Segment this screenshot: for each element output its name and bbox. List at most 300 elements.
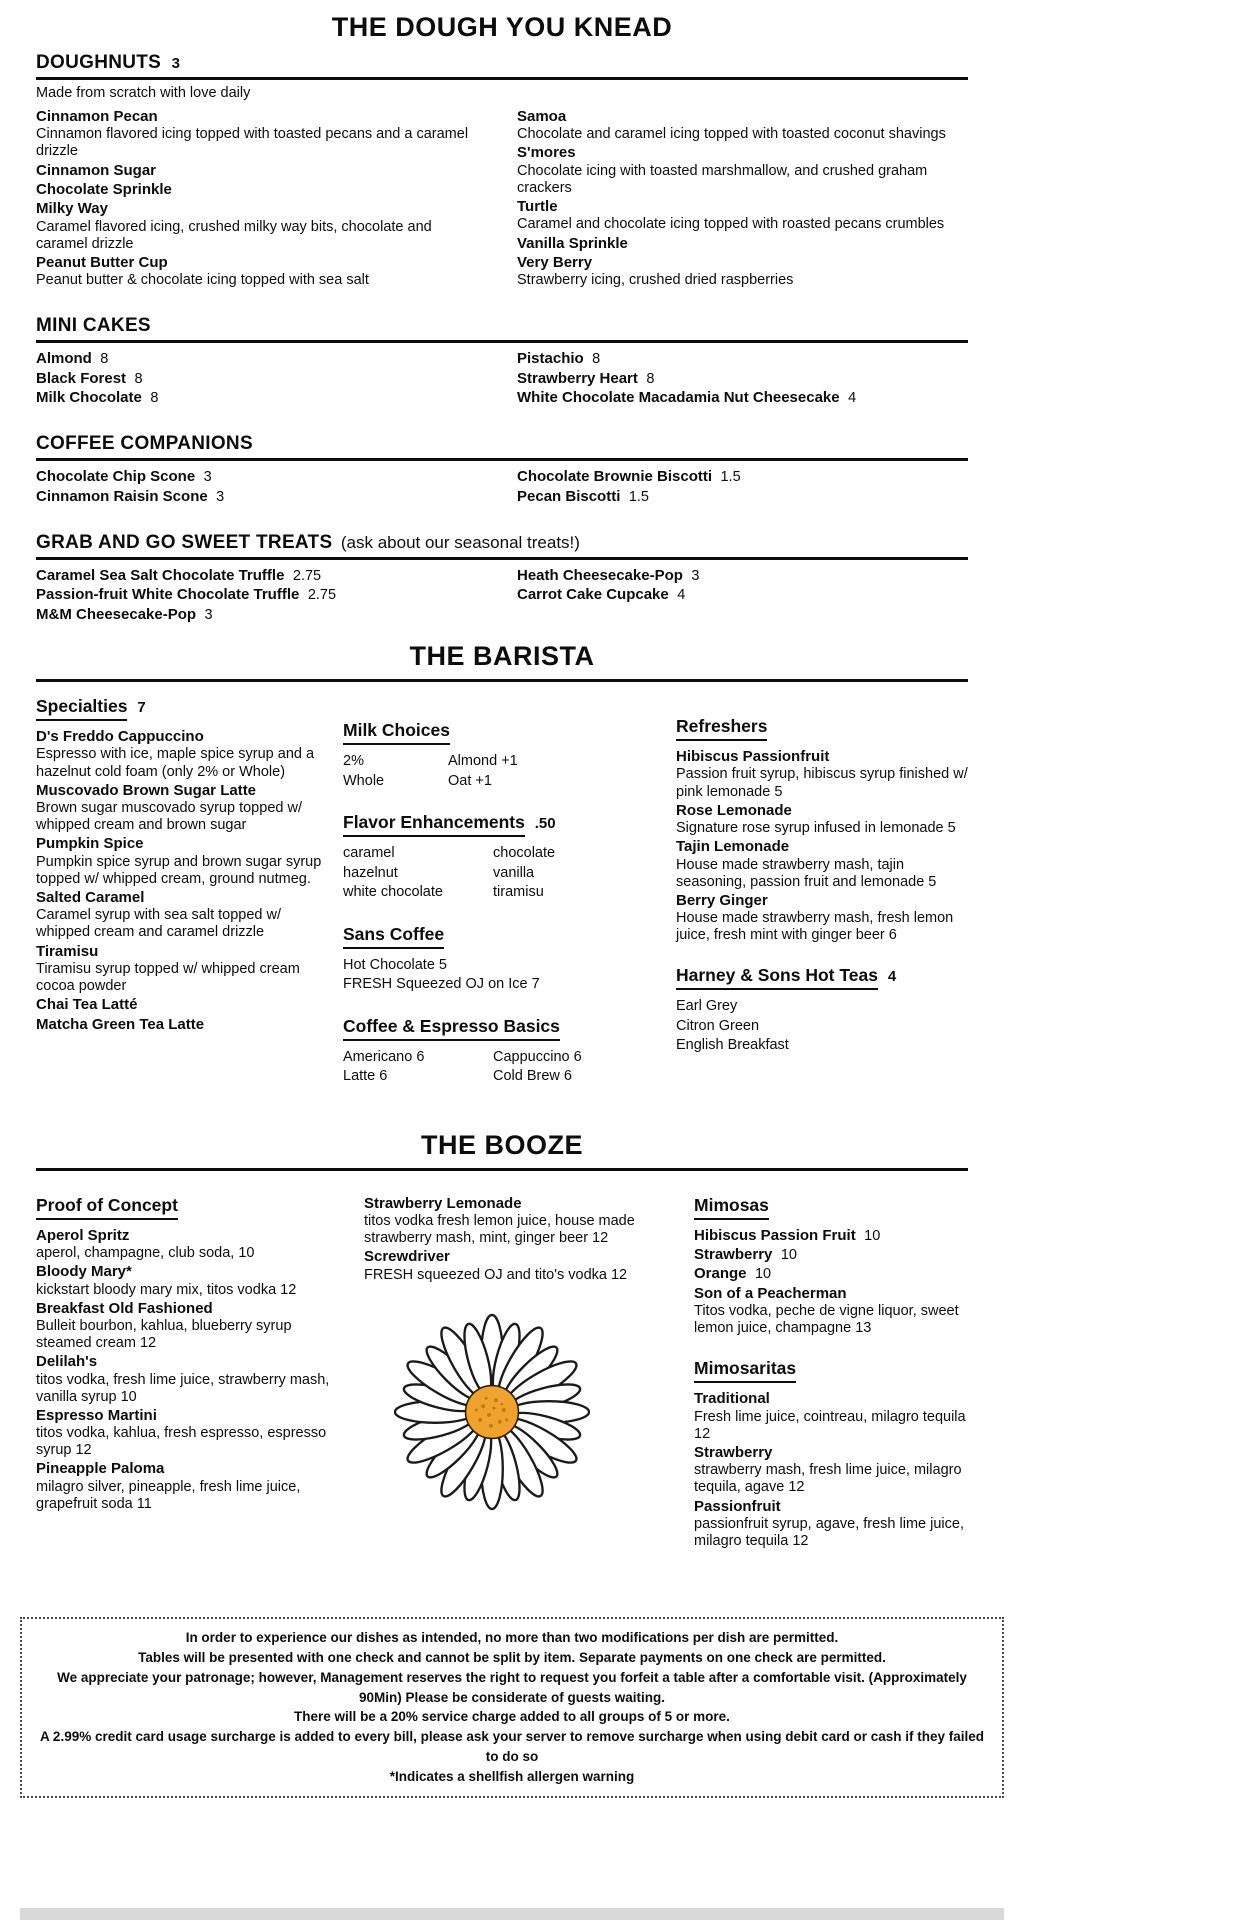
- item-price: 3: [204, 606, 213, 623]
- doughnuts-price: 3: [171, 55, 180, 72]
- option-right: Almond +1: [448, 753, 518, 770]
- item-description: FRESH squeezed OJ and tito's vodka 12: [364, 1266, 628, 1283]
- menu-item: [517, 370, 968, 388]
- proof-of-concept-header: [36, 1195, 336, 1220]
- item-name: S'mores: [517, 144, 576, 162]
- menu-item: [694, 1498, 968, 1551]
- item-name: Breakfast Old Fashioned: [36, 1299, 213, 1317]
- item-name-line: [676, 802, 968, 820]
- option-left: hazelnut: [343, 864, 398, 881]
- mimosas-items: [694, 1227, 968, 1338]
- item-price: 8: [100, 351, 109, 368]
- item-name: Espresso Martini: [36, 1406, 157, 1424]
- item-description: Titos vodka, peche de vigne liquor, sweet lemon juice, champagne 13: [694, 1303, 959, 1337]
- subsection-mimosaritas: [694, 1358, 968, 1550]
- item-name: Screwdriver: [364, 1248, 450, 1266]
- hot-teas-lines: [676, 997, 968, 1056]
- specialties-items: [36, 728, 330, 1034]
- item-description: Passion fruit syrup, hibiscus syrup finished w/ pink lemonade 5: [676, 766, 968, 800]
- option-left: caramel: [343, 845, 395, 862]
- item-description: Cinnamon flavored icing topped with toasted pecans and a caramel drizzle: [36, 126, 469, 160]
- option-left: Latte 6: [343, 1068, 388, 1085]
- item-name-line: [36, 1227, 336, 1245]
- item-name: Passion-fruit White Chocolate Truffle: [36, 586, 300, 604]
- refreshers-items: [676, 748, 968, 944]
- grab-and-go-note: (ask about our seasonal treats!): [340, 533, 580, 553]
- item-name-line: [694, 1265, 968, 1283]
- menu-item: [36, 389, 486, 407]
- doughnuts-left-column: [36, 108, 486, 291]
- menu-item: [36, 943, 330, 996]
- option-row: [343, 772, 663, 792]
- menu-item: [364, 1195, 652, 1248]
- milk-choices-options: [343, 752, 663, 791]
- item-name: Pumpkin Spice: [36, 835, 144, 853]
- item-name: Passionfruit: [694, 1497, 781, 1515]
- item-price: 1.5: [720, 469, 741, 486]
- item-name: Very Berry: [517, 253, 593, 271]
- subsection-refreshers: [676, 716, 968, 944]
- refreshers-header: [676, 716, 968, 741]
- item-name-line: [36, 254, 486, 272]
- option-right: Cold Brew 6: [493, 1068, 572, 1085]
- item-name: D's Freddo Cappuccino: [36, 728, 204, 746]
- item-name-line: [36, 181, 486, 199]
- subsection-sans-coffee: [343, 924, 663, 995]
- menu-item: [36, 370, 486, 388]
- item-name-line: [36, 567, 486, 585]
- item-price: 8: [646, 370, 655, 387]
- menu-line: There will be a 20% service charge added to all groups of 5 or more.: [294, 1709, 730, 1725]
- menu-item: [676, 892, 968, 945]
- item-name: Aperol Spritz: [36, 1226, 130, 1244]
- menu-item: [517, 586, 968, 604]
- item-name: Matcha Green Tea Latte: [36, 1015, 205, 1033]
- item-description: passionfruit syrup, agave, fresh lime juice, milagro tequila 12: [694, 1515, 964, 1549]
- menu-item: [676, 802, 968, 838]
- menu-item: [36, 162, 486, 180]
- item-name-line: [36, 162, 486, 180]
- menu-line: English Breakfast: [676, 1037, 789, 1054]
- mimosas-header: [694, 1195, 968, 1220]
- flavor-enhancements-options: [343, 844, 663, 903]
- booze-rule: [36, 1168, 968, 1171]
- specialties-price: 7: [137, 699, 146, 717]
- item-name-line: [694, 1390, 968, 1408]
- menu-item: [676, 838, 968, 891]
- sans-coffee-lines: [343, 956, 663, 995]
- menu-item: [36, 728, 330, 781]
- doughnuts-title: DOUGHNUTS: [36, 52, 162, 73]
- booze-middle-column: [364, 1195, 652, 1571]
- sans-coffee-title: Sans Coffee: [343, 924, 444, 949]
- option-left: Americano 6: [343, 1048, 425, 1065]
- item-description: Fresh lime juice, cointreau, milagro tequila 12: [694, 1408, 966, 1442]
- grab-and-go-columns: [36, 567, 968, 625]
- flavor-enhancements-header: [343, 812, 663, 837]
- menu-item: [694, 1265, 968, 1283]
- item-name-line: [676, 838, 968, 856]
- item-name: Bloody Mary*: [36, 1263, 132, 1281]
- mimosaritas-title: Mimosaritas: [694, 1358, 796, 1383]
- item-name: Hibiscus Passion Fruit: [694, 1226, 856, 1244]
- daisy-flower-illustration: [394, 1310, 590, 1514]
- item-name: Delilah's: [36, 1353, 98, 1371]
- item-description: Chocolate and caramel icing topped with toasted coconut shavings: [517, 126, 946, 143]
- item-name-line: [517, 350, 968, 368]
- coffee-companions-title: COFFEE COMPANIONS: [36, 433, 253, 455]
- item-name: Son of a Peacherman: [694, 1284, 847, 1302]
- item-description: Signature rose syrup infused in lemonade 5: [676, 820, 956, 837]
- item-description: House made strawberry mash, fresh lemon juice, fresh mint with ginger beer 6: [676, 910, 954, 944]
- item-name-line: [36, 889, 330, 907]
- item-name: Berry Ginger: [676, 891, 768, 909]
- item-name-line: [517, 488, 968, 506]
- item-name-line: [36, 488, 486, 506]
- item-price: 2.75: [307, 587, 337, 604]
- subsection-coffee-basics: [343, 1016, 663, 1087]
- item-description: Chocolate icing with toasted marshmallow, and crushed graham crackers: [517, 162, 928, 196]
- item-name: Black Forest: [36, 369, 127, 387]
- menu-item: [36, 606, 486, 624]
- item-name: Strawberry Heart: [517, 369, 638, 387]
- item-name-line: [694, 1227, 968, 1245]
- option-right: Oat +1: [448, 772, 492, 789]
- item-price: 1.5: [628, 488, 649, 505]
- item-name: Pecan Biscotti: [517, 487, 621, 505]
- menu-item: [364, 1248, 652, 1284]
- item-name: Salted Caramel: [36, 888, 145, 906]
- item-name: Muscovado Brown Sugar Latte: [36, 781, 257, 799]
- menu-item: [694, 1246, 968, 1264]
- item-name: Milky Way: [36, 200, 108, 218]
- grab-and-go-title: GRAB AND GO SWEET TREATS: [36, 532, 333, 554]
- item-name-line: [676, 892, 968, 910]
- item-name: Chai Tea Latté: [36, 996, 138, 1014]
- menu-item: [36, 835, 330, 888]
- item-name: Cinnamon Sugar: [36, 161, 157, 179]
- item-name-line: [36, 606, 486, 624]
- milk-choices-header: [343, 720, 663, 745]
- mimosaritas-header: [694, 1358, 968, 1383]
- specialties-title: Specialties: [36, 696, 127, 721]
- menu-item: [36, 1016, 330, 1034]
- doughnuts-header: [36, 53, 968, 80]
- doughnuts-right-column: [517, 108, 968, 291]
- menu-item: [36, 181, 486, 199]
- barista-left-column: [36, 696, 330, 1108]
- menu-item: [36, 1407, 336, 1460]
- item-name-line: [36, 389, 486, 407]
- menu-line: In order to experience our dishes as intended, no more than two modifications per dish are permitted.: [185, 1630, 839, 1646]
- coffee-companions-right-column: [517, 468, 968, 507]
- item-name-line: [517, 389, 968, 407]
- section-grab-and-go: [36, 533, 968, 625]
- item-name: Milk Chocolate: [36, 389, 142, 407]
- menu-item: [517, 488, 968, 506]
- menu-item: [517, 108, 968, 144]
- item-name-line: [517, 144, 968, 162]
- item-name: Traditional: [694, 1390, 770, 1408]
- item-name: Pineapple Paloma: [36, 1460, 165, 1478]
- menu-item: [36, 1263, 336, 1299]
- option-right: Cappuccino 6: [493, 1048, 582, 1065]
- grab-and-go-header: [36, 533, 968, 560]
- sans-coffee-header: [343, 924, 663, 949]
- item-description: strawberry mash, fresh lime juice, milagro tequila, agave 12: [694, 1462, 962, 1496]
- item-name: Turtle: [517, 198, 558, 215]
- item-name-line: [36, 370, 486, 388]
- item-price: 8: [150, 390, 159, 407]
- item-name-line: [517, 254, 968, 272]
- item-description: Strawberry icing, crushed dried raspberries: [517, 272, 794, 289]
- item-name-line: [36, 835, 330, 853]
- doughnuts-subtitle: Made from scratch with love daily: [36, 84, 251, 101]
- menu-line: *Indicates a shellfish allergen warning: [389, 1769, 635, 1785]
- option-left: white chocolate: [343, 884, 443, 901]
- mini-cakes-header: [36, 316, 968, 343]
- option-right: tiramisu: [493, 884, 544, 901]
- menu-item: [36, 1300, 336, 1353]
- grab-and-go-left-column: [36, 567, 486, 625]
- item-price: 4: [677, 587, 686, 604]
- item-name-line: [36, 200, 486, 218]
- item-name-line: [694, 1444, 968, 1462]
- item-description: Caramel syrup with sea salt topped w/ whipped cream and caramel drizzle: [36, 907, 281, 941]
- item-name: Chocolate Chip Scone: [36, 468, 196, 486]
- section-barista: [36, 641, 968, 1108]
- item-name: Chocolate Brownie Biscotti: [517, 468, 713, 486]
- item-name: Heath Cheesecake-Pop: [517, 567, 683, 585]
- flavor-enhancements-title: Flavor Enhancements: [343, 812, 525, 837]
- item-name-line: [36, 1353, 336, 1371]
- proof-of-concept-title: Proof of Concept: [36, 1195, 178, 1220]
- menu-item: [517, 389, 968, 407]
- section-mini-cakes: [36, 316, 968, 408]
- item-name: Hibiscus Passionfruit: [676, 748, 830, 766]
- item-description: aperol, champagne, club soda, 10: [36, 1245, 255, 1262]
- menu-item: [36, 586, 486, 604]
- option-row: [343, 1067, 663, 1087]
- mimosaritas-items: [694, 1390, 968, 1550]
- item-name-line: [36, 1016, 330, 1034]
- item-name: Rose Lemonade: [676, 801, 792, 819]
- option-right: chocolate: [493, 845, 556, 862]
- menu-item: [36, 488, 486, 506]
- item-name: M&M Cheesecake-Pop: [36, 605, 197, 623]
- item-name-line: [36, 468, 486, 486]
- flavor-enhancements-price: .50: [534, 815, 556, 833]
- item-name-line: [694, 1246, 968, 1264]
- item-name-line: [517, 468, 968, 486]
- item-description: kickstart bloody mary mix, titos vodka 12: [36, 1281, 297, 1298]
- item-description: Caramel and chocolate icing topped with roasted pecans crumbles: [517, 216, 945, 233]
- barista-columns: [36, 682, 968, 1108]
- item-name-line: [36, 782, 330, 800]
- item-description: Bulleit bourbon, kahlua, blueberry syrup steamed cream 12: [36, 1318, 292, 1352]
- milk-choices-title: Milk Choices: [343, 720, 450, 745]
- option-left: 2%: [343, 753, 364, 770]
- menu-item: [517, 235, 968, 253]
- coffee-basics-title: Coffee & Espresso Basics: [343, 1016, 560, 1041]
- item-name-line: [36, 996, 330, 1014]
- item-name-line: [694, 1285, 968, 1303]
- item-name-line: [36, 943, 330, 961]
- item-name: Vanilla Sprinkle: [517, 234, 628, 252]
- item-name: Almond: [36, 350, 92, 368]
- item-name-line: [517, 108, 968, 126]
- item-price: 3: [216, 488, 225, 505]
- item-name-line: [517, 198, 968, 216]
- item-name: Carrot Cake Cupcake: [517, 586, 669, 604]
- menu-item: [36, 254, 486, 290]
- subsection-milk-choices: [343, 720, 663, 791]
- item-name-line: [36, 350, 486, 368]
- barista-middle-column: [343, 696, 663, 1108]
- subsection-flavor-enhancements: [343, 812, 663, 903]
- menu-item: [517, 198, 968, 234]
- item-name-line: [364, 1248, 652, 1266]
- item-name-line: [36, 1263, 336, 1281]
- item-name-line: [364, 1195, 652, 1213]
- menu-item: [36, 782, 330, 835]
- item-name-line: [36, 1407, 336, 1425]
- menu-item: [517, 468, 968, 486]
- menu-item: [36, 1227, 336, 1263]
- item-description: House made strawberry mash, tajin seasoning, passion fruit and lemonade 5: [676, 856, 937, 890]
- item-name: Cinnamon Pecan: [36, 107, 158, 125]
- item-price: 4: [848, 390, 857, 407]
- option-row: [343, 1048, 663, 1068]
- menu-line: A 2.99% credit card usage surcharge is added to every bill, please ask your server to remove surcharge when using debit card or cash if they failed to do so: [39, 1729, 985, 1765]
- item-name: Strawberry: [694, 1443, 773, 1461]
- item-name: Strawberry: [694, 1246, 773, 1264]
- item-name-line: [694, 1498, 968, 1516]
- item-name-line: [36, 728, 330, 746]
- item-price: 10: [754, 1266, 772, 1283]
- barista-title: THE BARISTA: [409, 641, 595, 672]
- item-price: 8: [592, 351, 601, 368]
- item-name: White Chocolate Macadamia Nut Cheesecake: [517, 389, 840, 407]
- page-bottom-edge: [20, 1908, 1004, 1920]
- doughnuts-columns: [36, 108, 968, 291]
- barista-right-column: [676, 696, 968, 1108]
- menu-item: [36, 468, 486, 486]
- menu-item: [517, 350, 968, 368]
- item-name-line: [36, 1300, 336, 1318]
- option-row: [343, 864, 663, 884]
- item-name-line: [517, 567, 968, 585]
- menu-content: [36, 12, 968, 1571]
- booze-title: THE BOOZE: [420, 1129, 583, 1160]
- item-name: Orange: [694, 1265, 747, 1283]
- item-name: Chocolate Sprinkle: [36, 180, 172, 198]
- menu-item: [694, 1390, 968, 1443]
- menu-item: [36, 200, 486, 253]
- item-price: 10: [780, 1247, 797, 1264]
- item-description: Peanut butter & chocolate icing topped with sea salt: [36, 272, 369, 289]
- item-description: milagro silver, pineapple, fresh lime juice, grapefruit soda 11: [36, 1478, 301, 1512]
- menu-item: [694, 1227, 968, 1245]
- option-right: vanilla: [493, 864, 535, 881]
- item-name: Peanut Butter Cup: [36, 253, 168, 271]
- menu-item: [517, 144, 968, 197]
- option-left: Whole: [343, 772, 385, 789]
- section-booze: [36, 1130, 968, 1571]
- item-description: Caramel flavored icing, crushed milky way bits, chocolate and caramel drizzle: [36, 218, 432, 252]
- hot-teas-price: 4: [887, 968, 897, 986]
- proof-of-concept-items: [36, 1227, 336, 1513]
- item-description: titos vodka, fresh lime juice, strawberry mash, vanilla syrup 10: [36, 1371, 330, 1405]
- item-name: Strawberry Lemonade: [364, 1194, 522, 1212]
- item-name-line: [676, 748, 968, 766]
- item-description: Brown sugar muscovado syrup topped w/ whipped cream and brown sugar: [36, 800, 302, 834]
- coffee-basics-options: [343, 1048, 663, 1087]
- subsection-mimosas: [694, 1195, 968, 1338]
- booze-left-column: [36, 1195, 336, 1571]
- item-name: Tiramisu: [36, 942, 99, 960]
- menu-item: [36, 889, 330, 942]
- item-name-line: [36, 108, 486, 126]
- item-price: 10: [864, 1227, 881, 1244]
- specialties-header: [36, 696, 330, 721]
- menu-item: [36, 1460, 336, 1513]
- item-name-line: [36, 586, 486, 604]
- mini-cakes-columns: [36, 350, 968, 408]
- item-name: Pistachio: [517, 350, 584, 368]
- section-doughnuts: [36, 53, 968, 290]
- menu-item: [517, 254, 968, 290]
- option-row: [343, 883, 663, 903]
- mini-cakes-left-column: [36, 350, 486, 408]
- item-price: 3: [691, 568, 700, 585]
- hot-teas-title: Harney & Sons Hot Teas: [676, 965, 878, 990]
- item-description: Tiramisu syrup topped w/ whipped cream cocoa powder: [36, 960, 300, 994]
- menu-item: [36, 108, 486, 161]
- item-name: Cinnamon Raisin Scone: [36, 487, 208, 505]
- section-coffee-companions: [36, 434, 968, 507]
- mini-cakes-right-column: [517, 350, 968, 408]
- menu-item: [694, 1444, 968, 1497]
- item-name: Caramel Sea Salt Chocolate Truffle: [36, 567, 285, 585]
- item-description: titos vodka, kahlua, fresh espresso, espresso syrup 12: [36, 1425, 327, 1459]
- mini-cakes-title: MINI CAKES: [36, 315, 151, 337]
- menu-item: [36, 350, 486, 368]
- item-name-line: [517, 586, 968, 604]
- hot-teas-header: [676, 965, 968, 990]
- subsection-hot-teas: [676, 965, 968, 1056]
- coffee-basics-header: [343, 1016, 663, 1041]
- menu-line: Tables will be presented with one check and cannot be split by item. Separate payments on one check are permitted.: [138, 1649, 886, 1665]
- booze-right-column: [680, 1195, 968, 1571]
- menu-line: FRESH Squeezed OJ on Ice 7: [343, 976, 540, 993]
- item-name: Samoa: [517, 107, 567, 125]
- menu-item: [694, 1285, 968, 1338]
- item-name-line: [517, 235, 968, 253]
- item-description: Pumpkin spice syrup and brown sugar syrup topped w/ whipped cream, ground nutmeg.: [36, 853, 322, 887]
- menu-line: We appreciate your patronage; however, Management reserves the right to request you forfeit a table after a comfortable visit. (Approximately 90Min) Please be considerate of guests waiting.: [57, 1669, 967, 1705]
- coffee-companions-header: [36, 434, 968, 461]
- item-name-line: [517, 370, 968, 388]
- menu-item: [36, 567, 486, 585]
- coffee-companions-left-column: [36, 468, 486, 507]
- item-price: 8: [134, 370, 143, 387]
- footer-notice-box: [20, 1617, 1004, 1798]
- option-row: [343, 752, 663, 772]
- item-name: Tajin Lemonade: [676, 838, 790, 856]
- item-price: 3: [203, 469, 212, 486]
- menu-item: [517, 567, 968, 585]
